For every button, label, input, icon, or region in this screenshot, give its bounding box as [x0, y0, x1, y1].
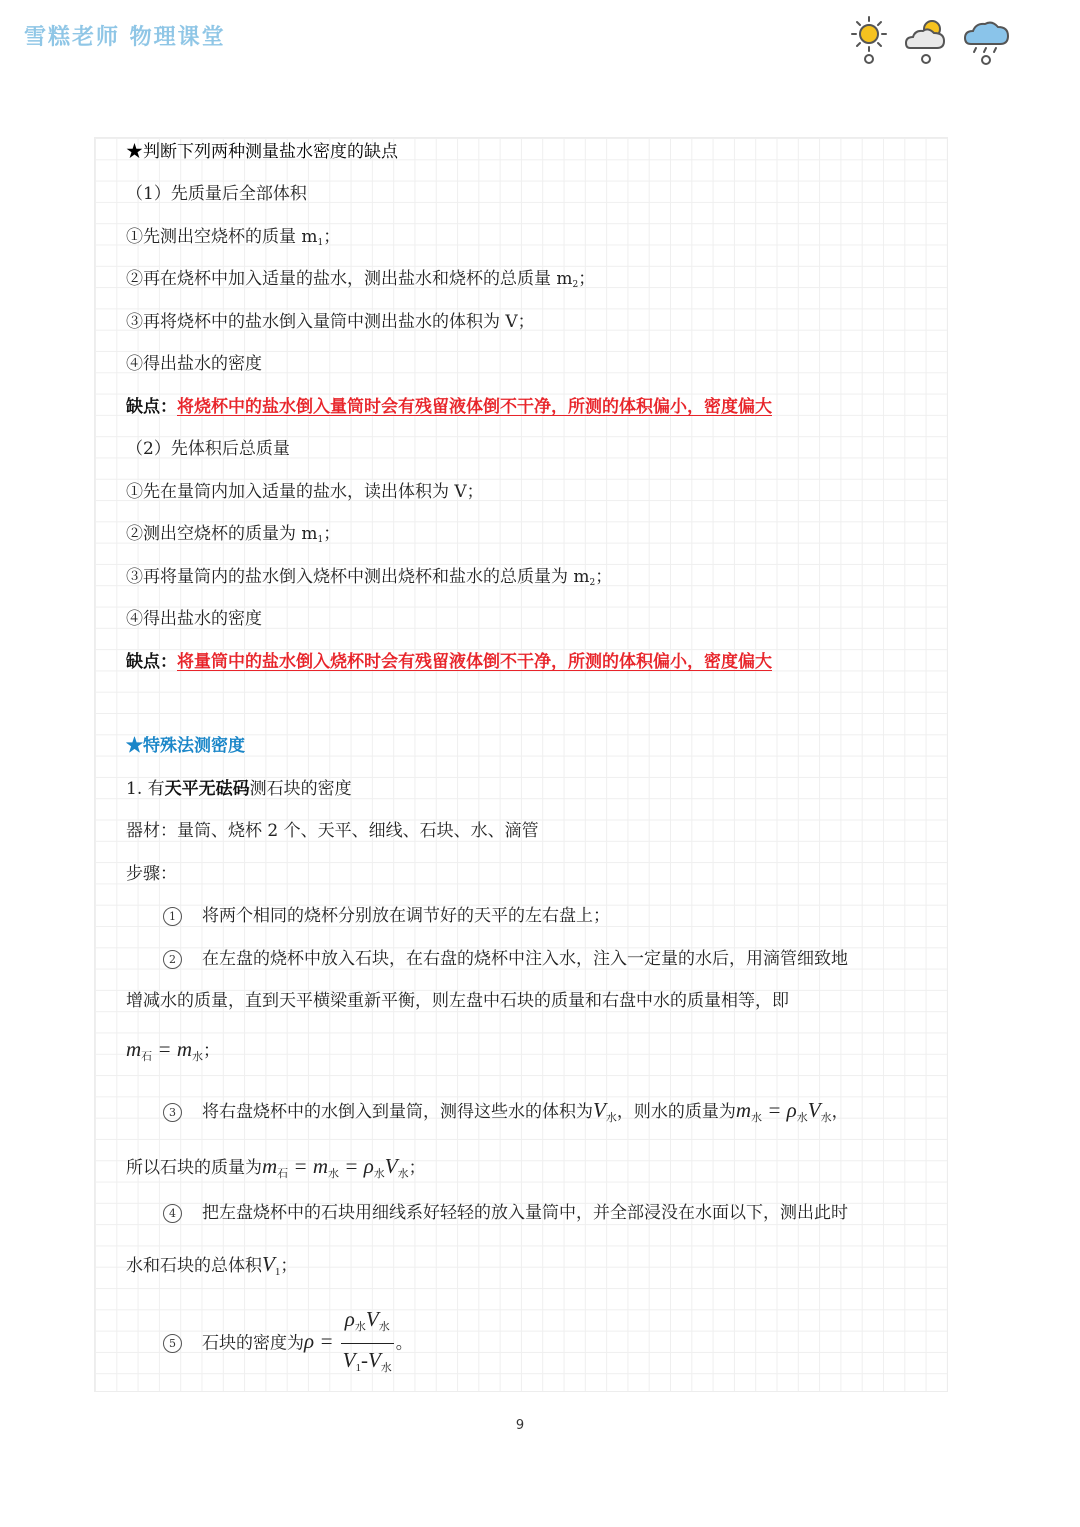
method2-heading: （2）先体积后总质量 [126, 439, 290, 459]
flaw-text: 将量筒中的盐水倒入烧杯时会有残留液体倒不干净，所测的体积偏小，密度偏大 [177, 652, 772, 672]
step-number: 5 [163, 1334, 182, 1353]
formula: m石 = m水 [126, 1037, 204, 1063]
flaw-text: 将烧杯中的盐水倒入量筒时会有残留液体倒不干净，所测的体积偏小，密度偏大 [177, 397, 772, 417]
item-heading [126, 777, 352, 801]
subscript: 2 [572, 280, 579, 290]
method2-step3 [126, 565, 612, 595]
step-text: 所以石块的质量为 [126, 1158, 262, 1178]
method1-step2 [126, 267, 595, 297]
method2-step1: ①先在量筒内加入适量的盐水，读出体积为 V； [126, 482, 484, 502]
step-text: ②测出空烧杯的质量为 m [126, 524, 318, 544]
punct: ； [280, 1256, 298, 1276]
steps-label: 步骤： [126, 864, 177, 884]
step-1 [163, 904, 610, 928]
method1-step3: ③再将烧杯中的盐水倒入量筒中测出盐水的体积为 V； [126, 312, 535, 332]
formula: V1 [262, 1252, 281, 1278]
punct: ； [408, 1158, 426, 1178]
method1-flaw [126, 395, 772, 419]
fraction [341, 1305, 394, 1382]
step-end: ； [578, 269, 596, 289]
denominator: V1-V水 [342, 1348, 392, 1374]
item-suffix: 测石块的密度 [249, 779, 352, 799]
formula: V水 [593, 1098, 617, 1124]
flaw-label: 缺点： [126, 652, 177, 672]
formula: m水 = ρ水V水 [735, 1098, 832, 1124]
numerator: ρ水V水 [341, 1305, 394, 1344]
step-end: ； [323, 227, 341, 247]
step-3 [163, 1098, 849, 1130]
sunny-icon [846, 14, 892, 66]
formula: ρ = $\frac{\text{ρ水V水}}{\text{V1-V水}}$ [304, 1329, 396, 1353]
weather-icons [846, 14, 1016, 66]
step-number: 1 [163, 907, 182, 926]
equipment-line: 器材：量筒、烧杯 2 个、天平、细线、石块、水、滴管 [126, 821, 539, 841]
step-text: ③再将量筒内的盐水倒入烧杯中测出烧杯和盐水的总质量为 m [126, 567, 590, 587]
step-text: 将两个相同的烧杯分别放在调节好的天平的左右盘上； [202, 906, 610, 926]
step-2 [163, 947, 848, 971]
method1-heading: （1）先质量后全部体积 [126, 184, 307, 204]
step-4 [163, 1201, 848, 1225]
punct: ， [831, 1102, 849, 1122]
method2-step2 [126, 522, 340, 552]
method1-step4: ④得出盐水的密度 [126, 354, 262, 374]
method2-flaw [126, 650, 772, 674]
step-3-continued [126, 1154, 426, 1186]
step-text: 把左盘烧杯中的石块用细线系好轻轻的放入量筒中，并全部浸没在水面以下，测出此时 [202, 1203, 848, 1223]
step-text: ①先测出空烧杯的质量 m [126, 227, 318, 247]
step-number: 3 [163, 1103, 182, 1122]
subscript: 2 [589, 578, 596, 588]
punct: 。 [395, 1333, 413, 1354]
step-end: ； [595, 567, 613, 587]
step-mid: ，则水的质量为 [616, 1102, 736, 1122]
step-text: 水和石块的总体积 [126, 1256, 262, 1276]
step-text: 在左盘的烧杯中放入石块，在右盘的烧杯中注入水，注入一定量的水后，用滴管细致地 [202, 949, 848, 969]
step-text: ②再在烧杯中加入适量的盐水，测出盐水和烧杯的总质量 m [126, 269, 573, 289]
step-2-formula [126, 1037, 220, 1069]
item-prefix: 1. 有 [126, 779, 165, 799]
partly-cloudy-icon [902, 14, 952, 66]
flaw-label: 缺点： [126, 397, 177, 417]
method1-step1 [126, 225, 340, 255]
page-number: 9 [515, 1418, 525, 1433]
method2-step4: ④得出盐水的密度 [126, 609, 262, 629]
formula: m石 = m水 = ρ水V水 [262, 1154, 409, 1180]
step-number: 2 [163, 950, 182, 969]
step-text: 将右盘烧杯中的水倒入到量筒，测得这些水的体积为 [202, 1102, 593, 1122]
section2-title: ★特殊法测密度 [126, 736, 245, 756]
brand-title: 雪糕老师 物理课堂 [24, 25, 226, 50]
item-bold: 天平无砝码 [164, 779, 250, 799]
rainy-cloud-icon [962, 14, 1012, 66]
step-5 [163, 1305, 413, 1382]
section1-title: ★判断下列两种测量盐水密度的缺点 [126, 142, 398, 162]
step-4-continued [126, 1252, 297, 1284]
subscript: 1 [317, 238, 324, 248]
step-end: ； [323, 524, 341, 544]
step-number: 4 [163, 1204, 182, 1223]
subscript: 1 [317, 535, 324, 545]
step-text: 石块的密度为 [202, 1333, 304, 1354]
step-2-continued: 增减水的质量，直到天平横梁重新平衡，则左盘中石块的质量和右盘中水的质量相等，即 [126, 991, 789, 1011]
punct: ； [203, 1041, 221, 1061]
